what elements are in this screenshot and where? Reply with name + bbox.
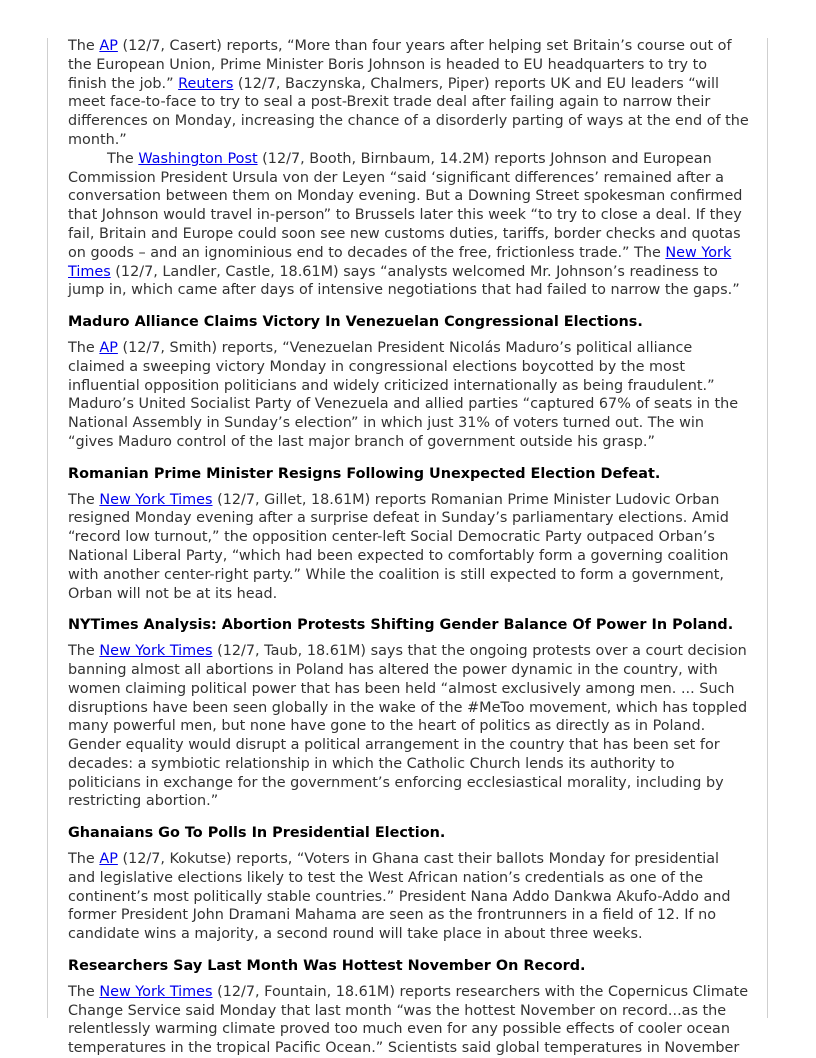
article-romania	[68, 465, 750, 604]
source-link-reuters[interactable]: Reuters	[178, 75, 234, 92]
page-border-right	[767, 38, 768, 1018]
paragraph-text: The	[68, 339, 100, 356]
paragraph-text: The	[68, 643, 100, 660]
source-link-ap[interactable]: AP	[99, 38, 118, 54]
paragraph-text: The	[107, 150, 139, 167]
paragraph-text: (12/7, Taub, 18.61M) says that the ongoing protests over a court decision banning almost all abortions in Poland has altered the power dynamic in the country, with women claiming political power that has been held “almost exclusively among men. ... Such disruptions have been seen globally in the wake of the #MeToo movement, which has toppled many powerful men, but none have gone to the heart of politics as directly as in Poland. Gender equality would disrupt a political arrangement in the country that has been set for decades: a symbiotic relationship in which the Catholic Church lends its authority to politicians in exchange for the government’s enforcing ecclesiastical morality, including by restricting abortion.”	[68, 643, 748, 810]
article-climate	[68, 957, 750, 1058]
article-maduro	[68, 313, 750, 452]
paragraph-text: The	[68, 851, 100, 868]
article-headline: Ghanaians Go To Polls In Presidential Election.	[68, 825, 446, 842]
article-body	[68, 642, 750, 811]
paragraph-text: (12/7, Baczynska, Chalmers, Piper) reports UK and EU leaders “will meet face-to-face to try to seal a post-Brexit trade deal after failing again to narrow their differences on Monday, increasing the chance of a disorderly parting of ways at the end of the month.”	[68, 75, 749, 148]
page-border-left	[47, 38, 48, 1018]
article-headline: NYTimes Analysis: Abortion Protests Shifting Gender Balance Of Power In Poland.	[68, 617, 734, 634]
the-word: The	[68, 38, 100, 54]
paragraph-text: (12/7, Gillet, 18.61M) reports Romanian Prime Minister Ludovic Orban resigned Monday evening after a surprise defeat in Sunday’s parliamentary elections. Amid “record low turnout,” the opposition center-left Social Democratic Party outpaced Orban’s National Liberal Party, “which had been expected to comfortably form a governing coalition with another center-right party.” While the coalition is still expected to form a government, Orban will not be at its head.	[68, 491, 729, 602]
paragraph-text: (12/7, Smith) reports, “Venezuelan President Nicolás Maduro’s political alliance claimed a sweeping victory Monday in congressional elections boycotted by the most influential opposition politicians and widely criticized internationally as being fraudulent.” Maduro’s United Socialist Party of Venezuela and allied parties “captured 67% of seats in the National Assembly in Sunday’s election” in which just 31% of voters turned out. The win “gives Maduro control of the last major branch of government outside his grasp.”	[68, 339, 739, 450]
paragraph-text: The	[68, 983, 100, 1000]
article-headline: Researchers Say Last Month Was Hottest November On Record.	[68, 958, 586, 975]
article-body	[68, 983, 750, 1058]
intro-paragraph-2	[68, 150, 750, 300]
article-body	[68, 339, 750, 452]
paragraph-text: (12/7, Fountain, 18.61M) reports researchers with the Copernicus Climate Change Service said Monday that last month “was the hottest November on record...as the relentlessly warming climate proved too much even for any possible effects of cooler ocean temperatures in the tropical Pacific Ocean.” Scientists said global temperatures in November	[68, 983, 749, 1057]
article-body	[68, 850, 750, 944]
source-link[interactable]: AP	[99, 851, 118, 868]
paragraph-text: (12/7, Booth, Birnbaum, 14.2M) reports Johnson and European Commission President Ursula von der Leyen “said ‘significant differences’ remained after a conversation between them on Monday evening. But a Downing Street spokesman confirmed that Johnson would travel in-person” to Brussels later this week “to try to close a deal. If they fail, Britain and Europe could soon see new customs duties, tariffs, border checks and quotas on goods – and an ignominious end to decades of the free, frictionless trade.” The	[68, 150, 743, 261]
article-body	[68, 491, 750, 604]
paragraph-text: The	[68, 491, 100, 508]
source-link-washington-post[interactable]: Washington Post	[138, 150, 258, 167]
source-link[interactable]: New York Times	[99, 491, 213, 508]
paragraph-text: (12/7, Landler, Castle, 18.61M) says “analysts welcomed Mr. Johnson’s readiness to jump in, which came after days of intensive negotiations that had failed to narrow the gaps.”	[68, 263, 740, 299]
article-ghana	[68, 824, 750, 944]
article-headline: Maduro Alliance Claims Victory In Venezuelan Congressional Elections.	[68, 314, 643, 331]
article-poland	[68, 616, 750, 811]
source-link[interactable]: New York Times	[99, 643, 213, 660]
paragraph-text: (12/7, Casert) reports, “More than four years after helping set Britain’s course out of the European Union, Prime Minister Boris Johnson is headed to EU headquarters to try to finish the job.”	[68, 38, 732, 92]
source-link[interactable]: New York Times	[99, 983, 213, 1000]
document-body	[68, 37, 750, 1058]
intro-paragraph-1	[68, 37, 750, 150]
source-link[interactable]: AP	[99, 339, 118, 356]
source-link-new-york-times[interactable]: New York Times	[68, 244, 732, 280]
paragraph-text: (12/7, Kokutse) reports, “Voters in Ghana cast their ballots Monday for presidential and legislative elections likely to test the West African nation’s credentials as one of the continent’s most politically stable countries.” President Nana Addo Dankwa Akufo-Addo and former President John Dramani Mahama are seen as the frontrunners in a field of 12. If no candidate wins a majority, a second round will take place in about three weeks.	[68, 851, 731, 943]
article-headline: Romanian Prime Minister Resigns Following Unexpected Election Defeat.	[68, 465, 661, 482]
